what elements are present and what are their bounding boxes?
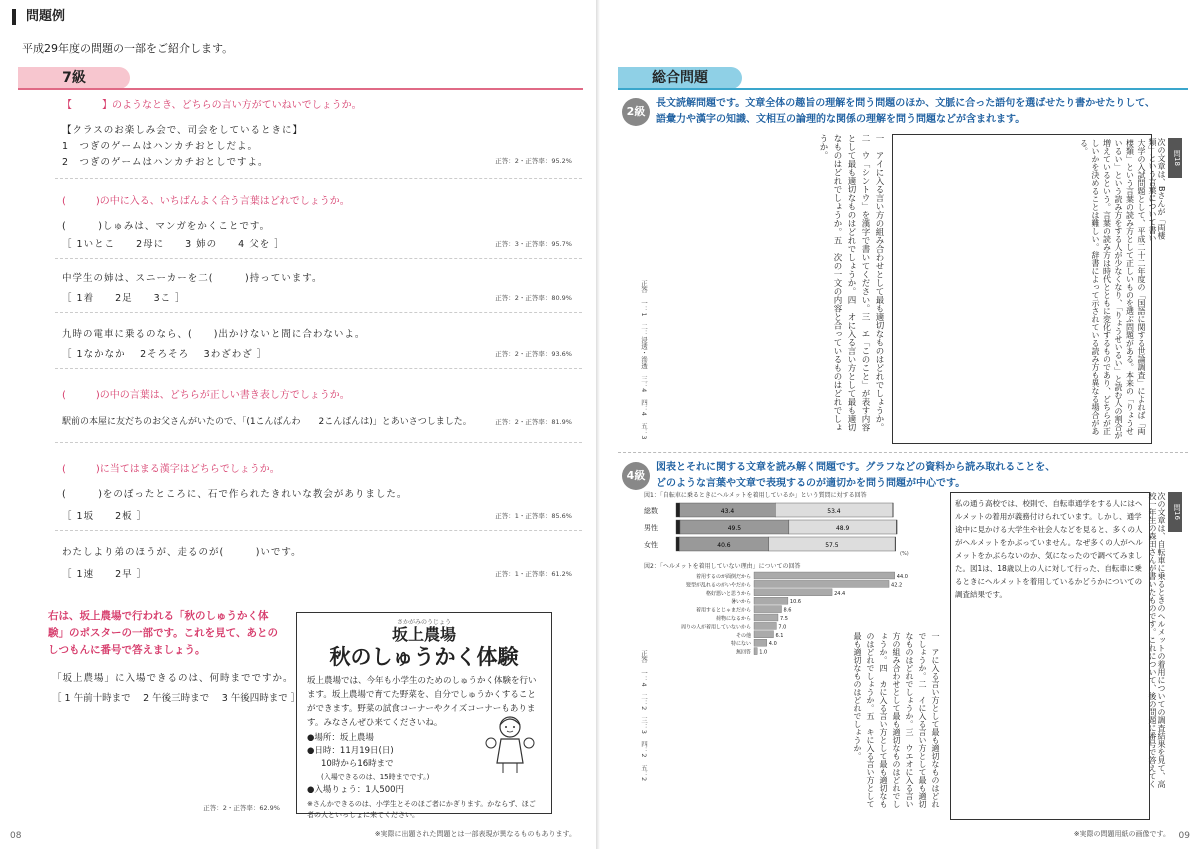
divider <box>55 530 582 531</box>
divider <box>18 88 583 90</box>
footnote: ※実際に出題された問題とは一部表現が異なるものもあります。 <box>374 830 576 838</box>
question-options: ［ 1いとこ 2母に 3 姉の 4 父を ］ <box>62 239 285 250</box>
question-list: 一 アに入る言い方として最も適切なものはどれでしょうか。二 イに入る言い方として最も適切なものはどれでしょうか。三 ウエオに入る言い方の組み合わせとして最も適切なものはどれでしょうか。四 カに入る言い方として最も適切なものはどれでしょうか。五 キに入る言い方として最も適切なものはどれでしょうか。 <box>853 632 940 808</box>
chart-area <box>644 490 944 656</box>
level-tab-7: 7級 <box>18 67 130 89</box>
poster-place: ●場所：坂上農場 <box>307 733 374 743</box>
chart1-bar-segment <box>895 537 896 551</box>
poster-body: 坂上農場では、今年も小学生のためのしゅうかく体験を行います。坂上農場で育てた野菜を、自分でしゅうかくすることができます。野菜の試食コーナーやクイズコーナーもあります。みなさんぜひ来てくださいね。 <box>307 676 537 728</box>
question-line: 駅前の本屋に友だちのお父さんがいたので、「(1こんばんわ 2こんばんは)」とあいさつしました。 <box>62 417 472 427</box>
level-tab-general: 総合問題 <box>618 67 742 89</box>
answer-rate: 正答：1・正答率：61.2% <box>495 570 572 578</box>
question-options: ［ 1坂 2板 ］ <box>62 511 148 522</box>
question-options: ［ 1なかなか 2そろそろ 3わざわざ ］ <box>62 349 268 360</box>
chart2-bar <box>754 606 782 613</box>
description-line: 長文読解問題です。文章全体の趣旨の理解を問う問題のほか、文脈に合った語句を選ばせたり書かせたりして、 <box>656 98 1155 109</box>
divider <box>618 452 1188 453</box>
chart2-data-label: 42.2 <box>891 582 903 589</box>
question-line: 1 つぎのゲームはハンカチおとしだよ。 <box>62 141 259 152</box>
chart2-data-label: 6.1 <box>775 632 784 639</box>
description-line: 語彙力や漢字の知識、文相互の論理的な関係の理解を問う問題などが含まれます。 <box>656 114 1026 125</box>
chart1 <box>644 499 944 557</box>
poster-fee: ●入場りょう：1人500円 <box>307 785 405 795</box>
divider <box>55 368 582 369</box>
chart2-category-label: 特にない <box>730 641 751 648</box>
chart2-category-label: 格好悪いと思うから <box>705 590 751 597</box>
divider <box>55 178 582 179</box>
answer-rate: 正答：3・正答率：95.7% <box>495 240 572 248</box>
chart2-bar <box>754 614 778 621</box>
chart1-bar-segment <box>893 503 894 517</box>
question-number: 問16 <box>1168 492 1182 532</box>
answer-key: 正答 一：1 二：浸透・滲透 三：4 四：4 五：3 <box>640 280 648 440</box>
divider <box>618 88 1188 90</box>
reading-passage: 私の通う高校では、校則で、自転車通学をする人にはヘルメットの着用が義務付けられています。しかし、通学途中に見かける大学生や社会人などを見ると、多くの人がヘルメットをかぶっていません。なぜ多くの人がヘルメットをかぶらないのか、気になったので調べてみました。図1は、18歳以上の人に対して行った、自転車に乗るときにヘルメットを着用しているかどうかについての調査結果です。 <box>950 492 1150 820</box>
question-prompt: ( )の中に入る、いちばんよく合う言葉はどれでしょうか。 <box>62 196 350 207</box>
answer-key: 正答 一：4 二：2 三：3 四：2 五：2 <box>640 650 648 782</box>
poster-info <box>297 730 477 799</box>
poster-furigana: さかがみのうじょう <box>396 619 451 626</box>
right-page <box>600 0 1200 849</box>
description-line: どのような言葉や文章で表現するのが適切かを問う問題が中心です。 <box>656 478 966 489</box>
chart2-data-label: 10.6 <box>789 599 802 606</box>
chart2-data-label: 7.5 <box>780 616 788 622</box>
chart2-data-label: 44.0 <box>896 574 908 580</box>
question-instruction: 次の文章は、Bさんが「両棲類」という言葉について書い <box>1148 138 1166 242</box>
chart2-data-label: 7.0 <box>778 624 787 631</box>
description-line: 図表とそれに関する文章を読み解く問題です。グラフなどの資料から読み取れることを、 <box>656 462 1056 473</box>
poster-options: ［ 1 午前十時まで 2 午後三時まで 3 午後四時まで ］ <box>52 693 301 704</box>
intro-text: 平成29年度の問題の一部をご紹介します。 <box>22 42 234 55</box>
chart2-category-label: その他 <box>735 632 751 639</box>
chart1-data-label: 43.4 <box>720 508 735 515</box>
chart1-bar-segment <box>676 537 679 551</box>
question-line: 2 つぎのゲームはハンカチおとしですよ。 <box>62 157 269 168</box>
chart2-category-label: 荷物になるから <box>715 616 751 622</box>
poster-question: 「坂上農場」に入場できるのは、何時までですか。 <box>52 673 294 684</box>
chart1-bar-segment <box>676 503 680 517</box>
chart2-bar <box>754 589 832 596</box>
chart2-category-label: 着用するとじゃまだから <box>695 607 751 614</box>
chart2-bar <box>754 597 788 604</box>
chart1-category-label: 女性 <box>644 541 658 549</box>
chart1-bar-segment <box>896 520 897 534</box>
chart1-title: 図1：「自転車に乗るときにヘルメットを着用しているか」という質問に対する回答 <box>644 492 867 499</box>
question-instruction: 次の文章は、自転車に乗るときのヘルメットの着用についての調査結果を見て、高校一年生の森田さんが書いたものです。これについて、後の問題に番号で答えてく <box>1148 492 1166 788</box>
poster-headline: 秋のしゅうかく体験 <box>329 644 519 669</box>
question-options: ［ 1着 2足 3こ ］ <box>62 293 186 304</box>
chart2-bar <box>754 622 776 629</box>
chart1-data-label: 49.5 <box>727 525 742 532</box>
poster <box>296 612 552 819</box>
divider <box>55 312 582 313</box>
answer-rate: 正答：2・正答率：80.9% <box>495 294 572 302</box>
poster-date: ●日時：11月19日(日) <box>307 746 394 756</box>
chart2-data-label: 4.0 <box>768 641 777 648</box>
section-title: 問題例 <box>12 9 65 25</box>
chart2-category-label: 髪型が乱れるのがいやだから <box>685 582 751 589</box>
chart2-data-label: 24.4 <box>834 590 846 597</box>
answer-rate: 正答：2・正答率：95.2% <box>495 157 572 165</box>
question-options: ［ 1速 2早 ］ <box>62 569 148 580</box>
answer-rate: 正答：1・正答率：85.6% <box>495 512 572 520</box>
question-prompt: ( )の中の言葉は、どちらが正しい書き表し方でしょうか。 <box>62 390 350 401</box>
chart2-bar <box>754 580 889 587</box>
question-list: 一 アイに入る言い方の組み合わせとして最も適切なものはどれでしょうか。二 ウ「シントウ」を漢字で書いてください。三 エ「このこと」が表す内容として最も適切なものはどれでしょうか。四 オに入る言い方として最も適切なものはどれでしょうか。五 次の一文の内容と合っているものはどれでしょうか。 <box>818 134 884 432</box>
poster-entry: (入場できるのは、15時までです。) <box>321 773 430 781</box>
page-number: 09 <box>1178 831 1190 841</box>
divider <box>55 258 582 259</box>
question-prompt: ( )に当てはまる漢字はどちらでしょうか。 <box>62 464 280 475</box>
chart2-title: 図2：「ヘルメットを着用していない理由」についての回答 <box>644 563 801 570</box>
chart2-data-label: 8.6 <box>783 607 792 614</box>
chart2-category-label: 周りの人が着用していないから <box>680 624 751 631</box>
question-prompt: 【 】のようなとき、どちらの言い方がていねいでしょうか。 <box>62 100 362 111</box>
level-badge-4: 4級 <box>622 462 650 490</box>
chart2-data-label: 1.0 <box>759 649 768 656</box>
chart2-bar <box>754 572 895 579</box>
question-number: 問18 <box>1168 138 1182 178</box>
footnote: ※実際の問題用紙の画像です。 <box>1073 830 1170 838</box>
poster-title: 坂上農場 <box>391 625 456 644</box>
chart2-category-label: 暑いから <box>730 599 751 606</box>
question-line: 九時の電車に乗るのなら、( )出かけないと間に合わないよ。 <box>62 329 366 340</box>
answer-rate: 正答：2・正答率：93.6% <box>495 350 572 358</box>
chart1-bar-segment <box>676 520 680 534</box>
question-line: ( )しゅみは、マンガをかくことです。 <box>62 221 271 232</box>
chart1-data-label: 48.9 <box>835 525 850 532</box>
level-badge-2: 2級 <box>622 98 650 126</box>
chart1-data-label: 40.6 <box>717 542 731 549</box>
child-illustration <box>483 713 537 775</box>
poster-footnote: ※さんかできるのは、小学生とそのほご者にかぎります。かならず、ほご者の人といっしょに来てください。 <box>307 800 536 819</box>
chart2-category-label: 無回答 <box>735 649 751 656</box>
answer-rate: 正答：2・正答率：81.9% <box>495 418 572 426</box>
divider <box>55 442 582 443</box>
page-number: 08 <box>10 831 22 841</box>
reading-passage: 大学の入試問題として、平成二十二年度の「国語に関する世論調査」によれば「両棲類」という言葉の読み方として正しいものを選ぶ問題がある。本来の「りょうせいるい」という読み方をする人が少なくなり、「りょうせいるい」と読む人の割合が増えているという。言葉の読み方は時代とともに変化するものであり、どちらが正しいかを決めることは難しい。辞書によって示されている読み方も異なる場合がある。 <box>892 134 1152 444</box>
question-line: ( )をのぼったところに、石で作られたきれいな教会がありました。 <box>62 489 408 500</box>
question-line: 【クラスのお楽しみ会で、司会をしているときに】 <box>62 125 304 136</box>
chart1-data-label: 57.5 <box>825 542 839 549</box>
question-line: 中学生の姉は、スニーカーを二( )持っています。 <box>62 273 323 284</box>
chart1-axis-unit: (%) <box>900 551 909 557</box>
answer-rate: 正答：2・正答率：62.9% <box>203 804 280 812</box>
question-line: わたしより弟のほうが、走るのが( )いです。 <box>62 547 302 558</box>
poster-time: 10時から16時まで <box>321 759 394 769</box>
chart1-category-label: 総数 <box>644 507 658 515</box>
poster-instruction: 右は、坂上農場で行われる「秋のしゅうかく体験」のポスターの一部です。これを見て、あとのしつもんに番号で答えましょう。 <box>48 610 278 656</box>
chart2-category-label: 着用するのが面倒だから <box>695 574 751 580</box>
chart1-category-label: 男性 <box>644 524 658 532</box>
chart1-data-label: 53.4 <box>827 508 841 515</box>
